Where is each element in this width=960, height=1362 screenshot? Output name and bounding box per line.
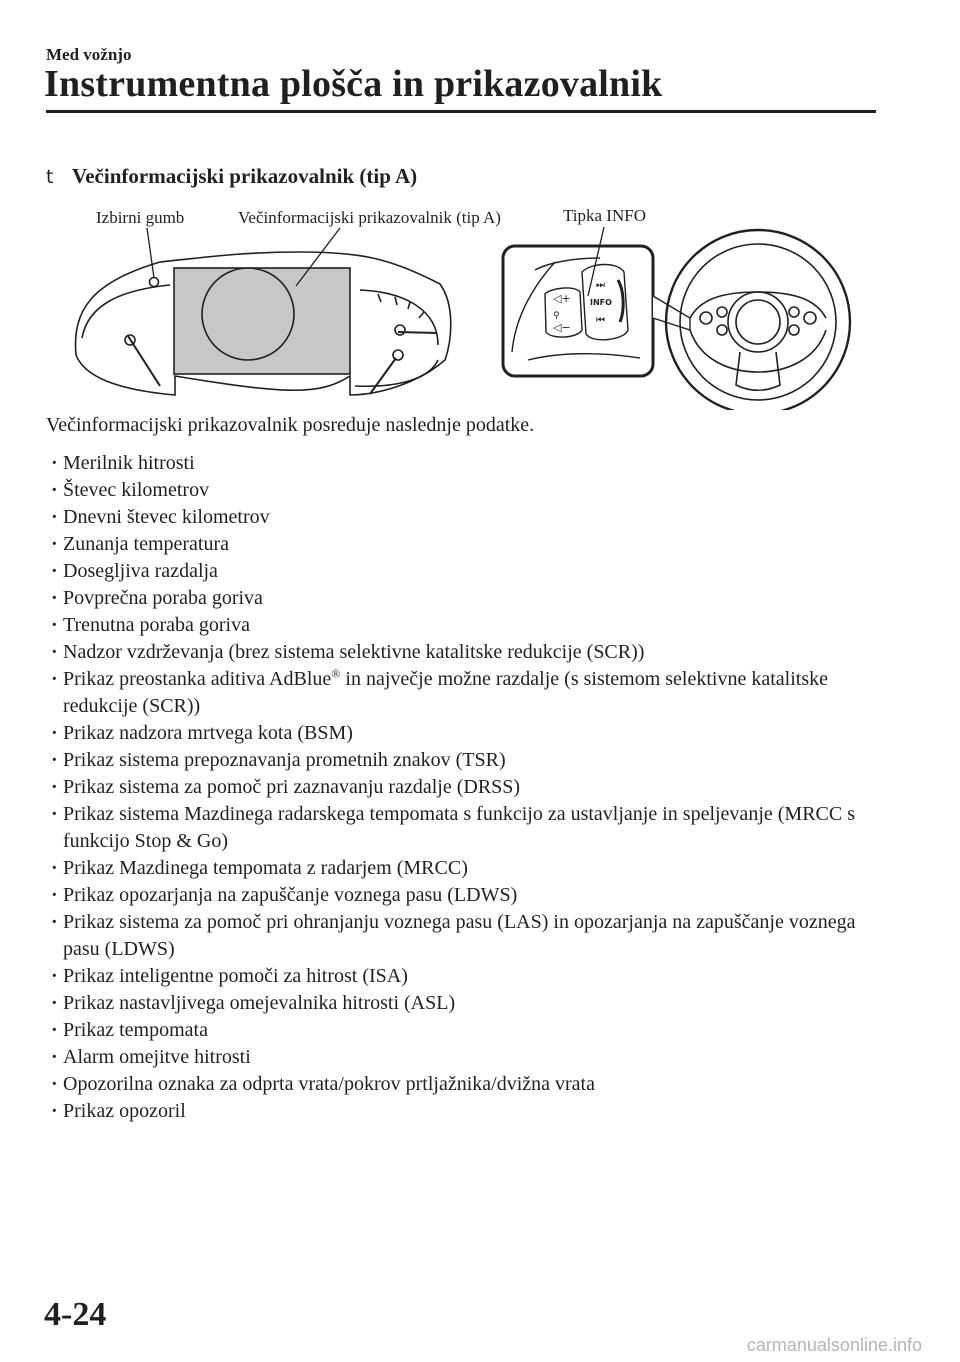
selector-knob [150,278,159,287]
watermark: carmanualsonline.info [746,1335,922,1355]
label-info-display: Večinformacijski prikazovalnik (tip A) [238,208,501,227]
info-button: INFO [590,298,612,307]
list-item: · Alarm omejitve hitrosti [46,1044,886,1071]
list-item-text-rest: in največje možne razdalje (s sistemom selektivne katalitske redukcije (SCR)) [63,668,828,717]
list-item: · Prikaz tempomata [46,1017,886,1044]
list-item: · Prikaz sistema Mazdinega radarskega tempomata s funkcijo za ustavljanje in speljevanje (MRCC s funkcijo Stop & Go) [46,801,886,855]
list-item: · Prikaz nastavljivega omejevalnika hitrosti (ASL) [46,990,886,1017]
label-selector-knob: Izbirni gumb [96,208,185,227]
list-item: · Prikaz opozoril [46,1098,886,1125]
list-item [46,666,886,720]
section-marker: t [46,166,54,188]
list-item: · Nadzor vzdrževanja (brez sistema selektivne katalitske redukcije (SCR)) [46,639,886,666]
list-item: · Trenutna poraba goriva [46,612,886,639]
registered-mark: ® [331,666,341,681]
list-item: · Zunanja temperatura [46,531,886,558]
page-number: 4-24 [44,1296,107,1333]
intro-paragraph: Večinformacijski prikazovalnik posreduje naslednje podatke. [46,414,535,436]
list-item: · Povprečna poraba goriva [46,585,886,612]
list-item: · Merilnik hitrosti [46,450,886,477]
steering-wheel [666,230,850,410]
label-info-button: Tipka INFO [563,206,646,225]
list-item: · Prikaz sistema za pomoč pri zaznavanju razdalje (DRSS) [46,774,886,801]
list-item: · Dnevni števec kilometrov [46,504,886,531]
fuel-gauge-pivot [395,325,405,335]
page-title: Instrumentna plošča in prikazovalnik [44,63,663,105]
list-item: · Opozorilna oznaka za odprta vrata/pokrov prtljažnika/dvižna vrata [46,1071,886,1098]
list-item: · Dosegljiva razdalja [46,558,886,585]
list-item-text: Prikaz preostanka aditiva AdBlue [63,668,332,690]
svg-text:◁+: ◁+ [553,292,571,305]
svg-text:⏮: ⏮ [596,315,605,326]
svg-text:◁−: ◁− [553,321,571,334]
feature-list [46,450,886,1125]
list-item: · Prikaz sistema prepoznavanja prometnih znakov (TSR) [46,747,886,774]
chapter-name: Med vožnjo [46,45,132,64]
speedometer-arc [360,290,438,345]
list-item: · Prikaz nadzora mrtvega kota (BSM) [46,720,886,747]
list-item: · Prikaz Mazdinega tempomata z radarjem (MRCC) [46,855,886,882]
list-item: · Števec kilometrov [46,477,886,504]
instrument-cluster-diagram [0,0,960,410]
svg-text:⚲: ⚲ [553,311,560,321]
svg-text:⏭: ⏭ [596,280,605,291]
list-item: · Prikaz opozarjanja na zapuščanje voznega pasu (LDWS) [46,882,886,909]
list-item: · Prikaz sistema za pomoč pri ohranjanju voznega pasu (LAS) in opozarjanja na zapuščanje voznega pasu (LDWS) [46,909,886,963]
tachometer-arc [82,285,170,338]
section-title: Večinformacijski prikazovalnik (tip A) [72,164,418,188]
callout-connector [653,296,690,330]
list-item: · Prikaz inteligentne pomoči za hitrost (ISA) [46,963,886,990]
